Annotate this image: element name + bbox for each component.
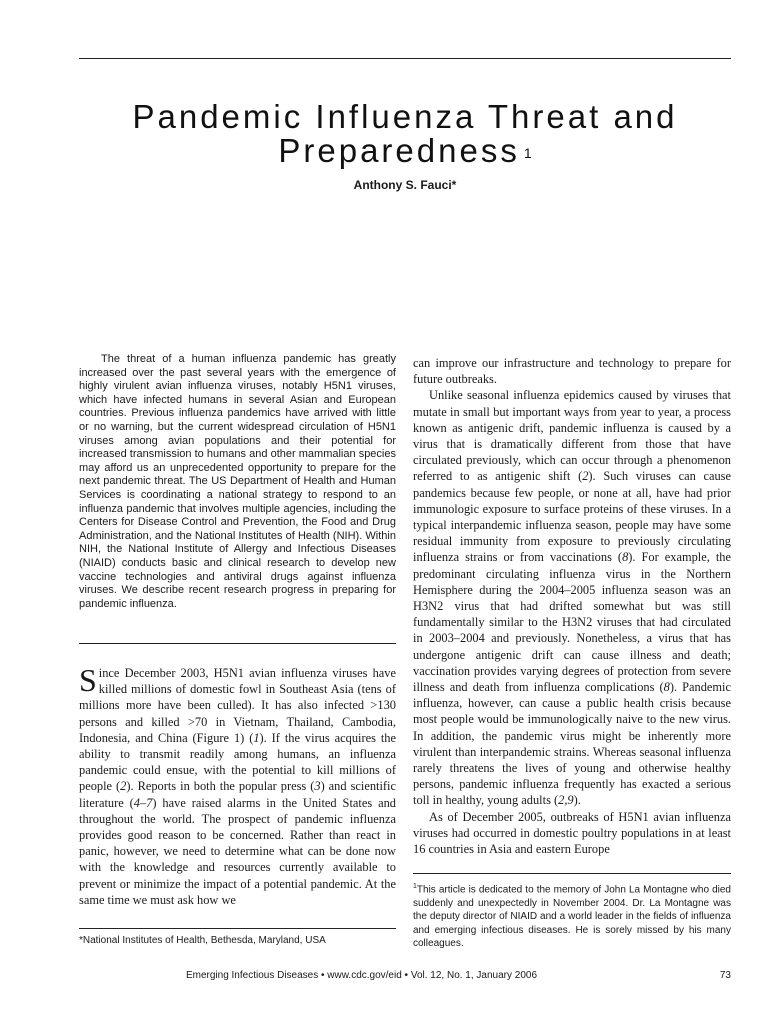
article-title [79, 100, 731, 168]
citation-ref: 2 [120, 779, 127, 794]
abstract: The threat of a human influenza pandemic has greatly increased over the past several years with the emergence of highly virulent avian influenza viruses, notably H5N1 viruses, which have infected humans in several Asian and European countries. Previous influenza pandemics have arrived with little or no warning, but the current widespread circulation of H5N1 viruses among avian populations and their potential for increased transmission to humans and other mammalian species may afford us an unprecedented opportunity to prepare for the next pandemic threat. The US Department of Health and Human Services is coordinating a national strategy to respond to an influenza pandemic that involves multiple agencies, including the Centers for Disease Control and Prevention, the Food and Drug Administration, and the National Institutes of Health (NIH). Within NIH, the National Institute of Allergy and Infectious Diseases (NIAID) conducts basic and clinical research to develop new vaccine technologies and antiviral drugs against influenza viruses. We describe recent research progress in preparing for pandemic influenza. [79, 353, 396, 610]
body-text: ) have raised alarms in the United States and throughout the world. The prospect of pandemic influenza provides good reason to be concerned. Rather than react in panic, however, we need to determine what can be done now with the knowledge and resources currently available to prevent or minimize the impact of a potential pandemic. At the same time we must ask how we [79, 795, 396, 907]
body-text: ). Reports in both the popular press ( [126, 779, 315, 794]
body-paragraph: As of December 2005, outbreaks of H5N1 avian influenza viruses had occurred in domestic poultry populations in at least 16 countries in Asia and eastern Europe [413, 809, 731, 857]
body-text: ). [573, 793, 581, 808]
page-number: 73 [719, 970, 731, 981]
body-text: ) and scientific literature ( [79, 779, 396, 810]
dedication-text: This article is dedicated to the memory of John La Montagne who died suddenly and unexpectedly in November 2004. Dr. La Montagne was the deputy director of NIAID and a world leader in the fields of influenza and emerging infectious diseases. He is sorely missed by his many colleagues. [413, 884, 731, 949]
dedication-footnote [413, 880, 731, 950]
drop-cap: S [79, 662, 97, 698]
citation-ref: 8 [622, 550, 629, 565]
body-paragraph [413, 387, 731, 808]
citation-ref: 8 [663, 680, 670, 695]
author-name: Anthony S. Fauci* [353, 178, 457, 192]
running-footer: Emerging Infectious Diseases • www.cdc.gov/eid • Vol. 12, No. 1, January 2006 [185, 970, 538, 981]
body-text: ). For example, the predominant circulating influenza virus in the Northern Hemisphere during the 2004–2005 influenza season was an H3N2 virus that had drifted somewhat but was still fundamentally similar to the H3N2 viruses that had circulated in 2003–2004 and previously. Nonetheless, a virus that has undergone antigenic drift can cause illness and death; vaccination provides varying degrees of protection from severe illness and death from influenza complications ( [413, 550, 731, 695]
affiliation-footnote: *National Institutes of Health, Bethesda, Maryland, USA [79, 935, 326, 946]
body-text: ). If the virus acquires the ability to transmit readily among humans, an influenza pandemic could ensue, with the potential to kill millions of people ( [79, 730, 396, 794]
citation-ref: 1 [253, 730, 260, 745]
body-left-column [79, 662, 396, 908]
footnote-rule [413, 873, 731, 874]
body-right-column [413, 355, 731, 857]
header-rule [79, 58, 731, 59]
body-text: ). Such viruses can cause pandemics because few people, or none at all, have had prior immunologic exposure to surface proteins of these viruses. In a typical interpandemic influenza season, people may have some residual immunity from exposure to previously circulating influenza strains or from vaccinations ( [413, 469, 731, 565]
footnote-rule [79, 928, 396, 929]
citation-ref: 2,9 [558, 793, 574, 808]
citation-ref: 3 [314, 779, 321, 794]
citation-ref: 2 [582, 469, 589, 484]
body-paragraph: can improve our infrastructure and technology to prepare for future outbreaks. [413, 356, 731, 387]
body-text: Unlike seasonal influenza epidemics caused by viruses that mutate in small but important ways from year to year, a process known as antigenic drift, pandemic influenza is caused by a virus that is dramatically different from those that have circulated previously, which can occur through a phenomenon referred to as antigenic shift ( [413, 388, 731, 484]
abstract-rule [79, 643, 396, 644]
article-title-text: Pandemic Influenza Threat and Preparedness [132, 98, 678, 169]
footnote-marker: 1 [413, 883, 417, 890]
body-text: ince December 2003, H5N1 avian influenza viruses have killed millions of domestic fowl in Southeast Asia (tens of millions more have been culled). It has also infected >130 persons and killed >70 in Vietnam, Thailand, Cambodia, Indonesia, and China (Figure 1) ( [79, 666, 396, 745]
body-text: ). Pandemic influenza, however, can cause a public health crisis because most people would be immunologically naive to the new virus. In addition, the pandemic virus might be inherently more virulent than interpandemic strains. Whereas seasonal influenza rarely threatens the lives of young and otherwise healthy persons, pandemic influenza frequently has exacted a serious toll in healthy, young adults ( [413, 680, 731, 808]
title-footnote-marker: 1 [523, 145, 532, 161]
citation-ref: 4–7 [133, 795, 153, 810]
